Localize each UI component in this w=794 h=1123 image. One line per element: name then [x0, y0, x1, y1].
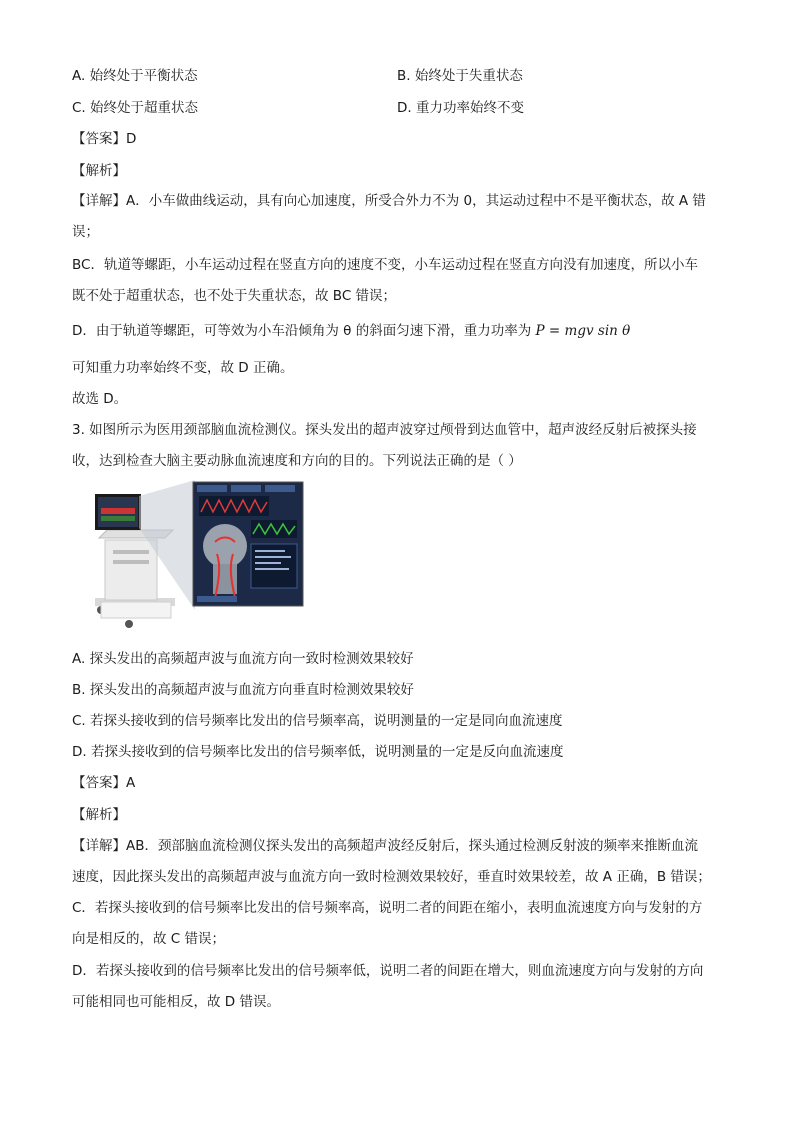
q3-detail-line: 【详解】AB．颈部脑血流检测仪探头发出的高频超声波经反射后，探头通过检测反射波的频率来推断血流	[72, 838, 698, 854]
q3-stem-line: 收，达到检查大脑主要动脉血流速度和方向的目的。下列说法正确的是（ ）	[72, 453, 522, 469]
q2-option-a: A. 始终处于平衡状态	[72, 68, 198, 84]
q2-option-d: D. 重力功率始终不变	[397, 100, 524, 116]
q2-detail-text: D．由于轨道等螺距，可等效为小车沿倾角为 θ 的斜面匀速下滑，重力功率为	[72, 323, 532, 339]
q3-analysis-label: 【解析】	[72, 807, 126, 823]
q3-stem-line: 3. 如图所示为医用颈部脑血流检测仪。探头发出的超声波穿过颅骨到达血管中，超声波经反射后被探头接	[72, 422, 697, 438]
q3-detail-line: C．若探头接收到的信号频率比发出的信号频率高，说明二者的间距在缩小，表明血流速度方向与发射的方	[72, 900, 703, 916]
q2-detail-line: 故选 D。	[72, 391, 128, 407]
q2-option-b: B. 始终处于失重状态	[397, 68, 523, 84]
power-formula: P = mgv sin θ	[535, 323, 631, 339]
q2-option-c: C. 始终处于超重状态	[72, 100, 199, 116]
q3-detail-line: D．若探头接收到的信号频率比发出的信号频率低，说明二者的间距在增大，则血流速度方向与发射的方向	[72, 963, 704, 979]
q2-detail-line: BC．轨道等螺距，小车运动过程在竖直方向的速度不变，小车运动过程在竖直方向没有加速度，所以小车	[72, 257, 698, 273]
q3-option-c: C. 若探头接收到的信号频率比发出的信号频率高，说明测量的一定是同向血流速度	[72, 713, 563, 729]
q2-analysis-label: 【解析】	[72, 163, 126, 179]
q2-detail-line	[72, 322, 630, 340]
q3-detail-line: 速度，因此探头发出的高频超声波与血流方向一致时检测效果较好，垂直时效果较差，故 A 正确，B 错误；	[72, 869, 711, 885]
q2-detail-line: 误；	[72, 224, 99, 240]
q3-option-d: D. 若探头接收到的信号频率比发出的信号频率低，说明测量的一定是反向血流速度	[72, 744, 564, 760]
q2-detail-line: 可知重力功率始终不变，故 D 正确。	[72, 360, 294, 376]
q3-option-b: B. 探头发出的高频超声波与血流方向垂直时检测效果较好	[72, 682, 414, 698]
q3-detail-line: 向是相反的，故 C 错误；	[72, 931, 226, 947]
q3-answer: 【答案】A	[72, 775, 136, 791]
q3-detail-line: 可能相同也可能相反，故 D 错误。	[72, 994, 280, 1010]
q2-answer: 【答案】D	[72, 131, 137, 147]
q2-detail-line: 【详解】A．小车做曲线运动，具有向心加速度，所受合外力不为 0，其运动过程中不是平衡状态，故 A 错	[72, 193, 706, 209]
q2-detail-line: 既不处于超重状态，也不处于失重状态，故 BC 错误；	[72, 288, 397, 304]
cerebral-blood-flow-detector-image	[95, 480, 305, 632]
q3-option-a: A. 探头发出的高频超声波与血流方向一致时检测效果较好	[72, 651, 414, 667]
